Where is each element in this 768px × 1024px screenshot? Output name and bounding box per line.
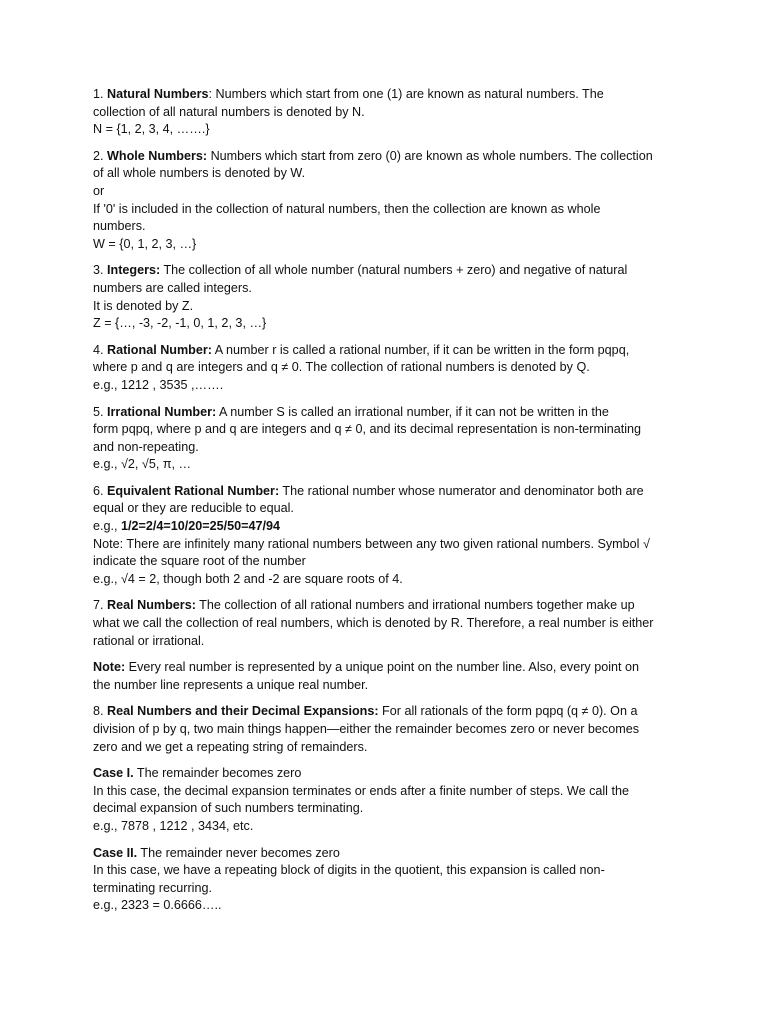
text-line [93, 456, 683, 474]
bold-term: Natural Numbers [107, 87, 209, 101]
text-line [93, 597, 683, 615]
text-line [93, 262, 683, 280]
text-segment: numbers. [93, 219, 146, 234]
bold-term: 1/2=2/4=10/20=25/50=47/94 [121, 519, 280, 534]
text-line [93, 421, 683, 439]
text-segment: In this case, we have a repeating block of digits in the quotient, this expansion is called non- [93, 863, 605, 878]
text-segment: e.g., 7878 , 1212 , 3434, etc. [93, 818, 254, 833]
text-line [93, 553, 683, 571]
text-line [93, 377, 683, 395]
text-segment: the number line represents a unique real number. [93, 677, 369, 692]
text-line [93, 236, 683, 254]
text-line [93, 880, 683, 898]
text-line [93, 86, 683, 104]
text-line [93, 765, 683, 783]
text-segment: what we call the collection of real numbers, which is denoted by R. Therefore, a real number is either [93, 616, 654, 631]
section-8 [93, 659, 683, 694]
bold-term: Real Numbers and their Decimal Expansions: [107, 704, 379, 719]
text-segment: decimal expansion of such numbers terminating. [93, 801, 364, 816]
text-line [93, 518, 683, 536]
document-page [93, 86, 683, 924]
bold-term: Note: [93, 660, 126, 675]
section-7 [93, 597, 683, 650]
text-line [93, 483, 683, 501]
section-1 [93, 86, 683, 139]
text-segment: : Numbers which start from one (1) are known as natural numbers. The [208, 87, 604, 101]
bold-term: Case II. [93, 845, 138, 860]
text-segment: The collection of all whole number (natural numbers + zero) and negative of natural [160, 263, 628, 278]
text-line [93, 439, 683, 457]
text-line [93, 536, 683, 554]
text-line [93, 845, 683, 863]
text-segment: division of p by q, two main things happen—either the remainder becomes zero or never becomes [93, 722, 640, 736]
text-line [93, 677, 683, 695]
bold-term: Integers: [107, 263, 161, 278]
text-segment: 5. [93, 404, 108, 419]
section-2 [93, 148, 683, 254]
text-segment: Numbers which start from zero (0) are known as whole numbers. The collection [207, 148, 653, 163]
section-11 [93, 845, 683, 915]
text-segment: 4. [93, 342, 108, 357]
text-segment: A number S is called an irrational number, if it can not be written in the [216, 404, 609, 419]
text-line [93, 218, 683, 236]
text-line [93, 165, 683, 183]
text-line [93, 615, 683, 633]
text-segment: The collection of all rational numbers and irrational numbers together make up [195, 598, 635, 613]
text-segment: where p and q are integers and q ≠ 0. The collection of rational numbers is denoted by Q. [93, 360, 590, 375]
text-segment: Every real number is represented by a unique point on the number line. Also, every point on [125, 660, 640, 675]
bold-term: Case I. [93, 766, 134, 781]
text-line [93, 404, 683, 422]
text-line [93, 121, 683, 139]
text-segment: e.g., √4 = 2, though both 2 and -2 are square roots of 4. [93, 571, 403, 586]
text-segment: It is denoted by Z. [93, 298, 194, 313]
text-segment: equal or they are reducible to equal. [93, 501, 294, 516]
text-segment: numbers are called integers. [93, 280, 252, 295]
section-10 [93, 765, 683, 835]
text-segment: terminating recurring. [93, 880, 212, 895]
text-line [93, 783, 683, 801]
text-line [93, 359, 683, 377]
text-line [93, 800, 683, 818]
text-line [93, 633, 683, 651]
text-segment: 7. [93, 598, 108, 613]
text-line [93, 315, 683, 333]
bold-term: Rational Number: [107, 342, 212, 357]
text-line [93, 201, 683, 219]
text-segment: W = {0, 1, 2, 3, …} [93, 236, 197, 251]
text-segment: e.g., 1212 , 3535 ,……. [93, 377, 224, 392]
text-segment: e.g., 2323 = 0.6666….. [93, 898, 222, 913]
section-5 [93, 404, 683, 474]
text-line [93, 148, 683, 166]
text-segment: 2. [93, 148, 108, 163]
text-segment: and non-repeating. [93, 439, 199, 454]
text-segment: collection of all natural numbers is denoted by N. [93, 104, 365, 119]
text-line [93, 342, 683, 360]
text-segment: e.g., [93, 519, 122, 534]
bold-term: Real Numbers: [107, 598, 196, 613]
text-segment: N = {1, 2, 3, 4, …….} [93, 122, 210, 137]
text-segment: rational or irrational. [93, 633, 205, 648]
text-segment: The remainder becomes zero [133, 766, 302, 781]
section-6 [93, 483, 683, 589]
text-segment: of all whole numbers is denoted by W. [93, 166, 306, 181]
text-segment: 3. [93, 263, 108, 278]
text-line [93, 104, 683, 122]
text-segment: indicate the square root of the number [93, 554, 306, 569]
text-segment: In this case, the decimal expansion terminates or ends after a finite number of steps. We call the [93, 783, 629, 798]
text-line [93, 818, 683, 836]
text-segment: A number r is called a rational number, if it can be written in the form pqpq, [211, 342, 630, 357]
text-segment: Z = {…, -3, -2, -1, 0, 1, 2, 3, …} [93, 316, 267, 331]
section-4 [93, 342, 683, 395]
text-line [93, 183, 683, 201]
section-9 [93, 703, 683, 756]
text-segment: zero and we get a repeating string of remainders. [93, 739, 368, 754]
text-segment: If '0' is included in the collection of natural numbers, then the collection are known as whole [93, 201, 601, 216]
bold-term: Equivalent Rational Number: [107, 483, 280, 498]
text-line [93, 721, 683, 739]
text-line [93, 862, 683, 880]
text-segment: The rational number whose numerator and denominator both are [279, 483, 644, 498]
text-segment: form pqpq, where p and q are integers and q ≠ 0, and its decimal representation is non-terminating [93, 422, 642, 437]
bold-term: Whole Numbers: [107, 148, 208, 163]
text-line [93, 280, 683, 298]
text-segment: For all rationals of the form pqpq (q ≠ 0). On a [378, 704, 638, 719]
text-segment: 1. [93, 87, 108, 101]
text-segment: The remainder never becomes zero [137, 845, 340, 860]
text-line [93, 739, 683, 757]
text-line [93, 897, 683, 915]
text-segment: Note: There are infinitely many rational numbers between any two given rational numbers. Symbol √ [93, 536, 650, 551]
text-segment: 6. [93, 483, 108, 498]
bold-term: Irrational Number: [107, 404, 217, 419]
text-line [93, 659, 683, 677]
text-line [93, 298, 683, 316]
text-line [93, 703, 683, 721]
text-line [93, 571, 683, 589]
text-segment: e.g., √2, √5, π, … [93, 457, 192, 472]
text-segment: or [93, 183, 105, 198]
text-line [93, 500, 683, 518]
section-3 [93, 262, 683, 332]
text-segment: 8. [93, 704, 108, 719]
